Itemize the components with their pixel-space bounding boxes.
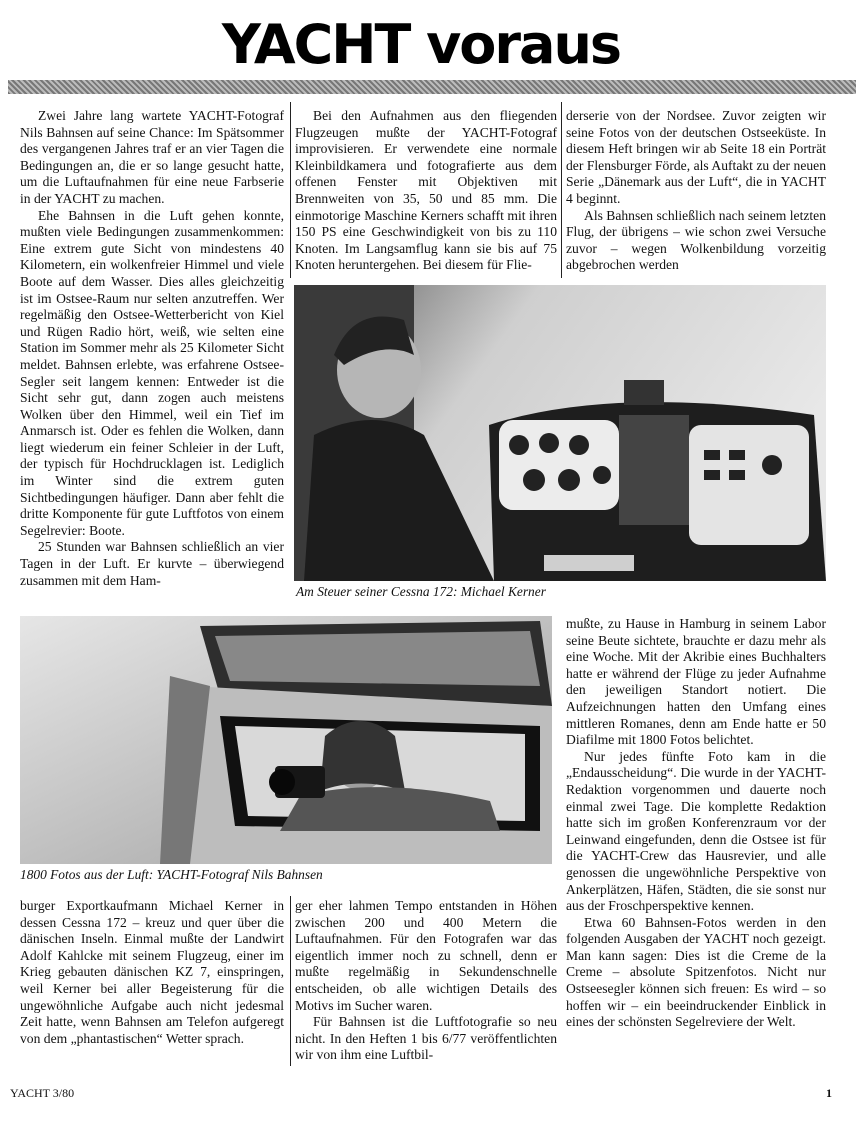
paragraph: Ehe Bahnsen in die Luft gehen konnte, mußten viele Bedingungen zusammenkommen: Eine extrem gute Sicht von mindestens 40 Kilometern, ein wolkenfreier Himmel und viele Boote auf dem Wasser. Dies alles gleichzeitig ist im Ostsee-Raum nur selten anzutreffen. Wer regelmäßig den Ostsee-Wetterbericht von Kiel und Rügen Radio hört, weiß, wie selten eine Station im Sommer mehr als 25 Kilometer Sicht meldet. Bahnsen erlebte, was erfahrene Ostsee-Segler seit langem kennen: Entweder ist die Sicht sehr gut, dann zogen auch meistens Wolken über den Himmel, weil ein Tief im Anmarsch ist. Oder es fehlen die Wolken, dann liegt wiederum ein feiner Schleier in der Luft, der typisch für Hochdrucklagen ist. Lediglich im Winter sind die extrem guten Sichtbedingungen häufiger. Dann aber fehlt die dritte Komponente für gute Luftfotos von einem Segelrevier: Boote. (20, 207, 284, 538)
cockpit-photo (294, 285, 826, 581)
paragraph: burger Exportkaufmann Michael Kerner in dessen Cessna 172 – kreuz und quer über die dänischen Inseln. Einmal mußte der Landwirt Adolf Kahlcke mit seinem Flugzeug, einer im Krieg gebauten dänischen KZ 7, einspringen, weil Kerner bei aller Begeisterung für die ungewöhnliche Aufgabe auch nicht jedesmal Zeit hatte, wenn Bahnsen am Telefon aufgeregt von dem „phantastischen“ Wetter sprach. (20, 898, 284, 1046)
paragraph: Bei den Aufnahmen aus den fliegenden Flugzeugen mußte der YACHT-Fotograf improvisieren. Er verwendete eine normale Kleinbildkamera und fotografierte aus dem offenen Fenster mit Objektiven mit Brennweiten von 35, 50 und 85 mm. Die einmotorige Maschine Kerners schafft mit ihren 150 PS eine Geschwindigkeit von bis zu 110 Knoten. Im Langsamflug kann sie bis auf 75 Knoten heruntergehen. Bei diesem für Flie- (295, 108, 557, 273)
page-number: 1 (826, 1086, 832, 1100)
column-divider (290, 102, 291, 278)
header-band (8, 80, 856, 94)
cockpit-photo-image (294, 285, 826, 581)
paragraph: ger eher lahmen Tempo entstanden in Höhen zwischen 200 und 400 Metern die Luftaufnahmen. Für den Fotografen war das eigentlich immer noch zu schnell, denn er mußte regelmäßig in Sekundenschnelle entscheiden, ob alle wichtigen Details des Motivs im Sucher waren. (295, 898, 557, 1013)
photographer-photo-caption: 1800 Fotos aus der Luft: YACHT-Fotograf Nils Bahnsen (20, 867, 323, 882)
paragraph: Für Bahnsen ist die Luftfotografie so neu nicht. In den Heften 1 bis 6/77 veröffentlichten wir von ihm eine Luftbil- (295, 1014, 557, 1063)
paragraph: Als Bahnsen schließlich nach seinem letzten Flug, der übrigens – wie schon zwei Versuche zuvor – wegen Wolkenbildung vorzeitig abgebrochen werden (566, 207, 826, 273)
column-3 (566, 108, 826, 274)
column-4 (566, 616, 826, 1031)
paragraph: derserie von der Nordsee. Zuvor zeigten wir seine Fotos von der deutschen Ostseeküste. In diesem Heft bringen wir ab Seite 18 ein Porträt der Flensburger Förde, als Auftakt zu der neuen Serie „Dänemark aus der Luft“, die in YACHT 4 beginnt. (566, 108, 826, 206)
column-5 (20, 898, 284, 1047)
photographer-photo (20, 616, 552, 864)
paragraph: Zwei Jahre lang wartete YACHT-Fotograf Nils Bahnsen auf seine Chance: Im Spätsommer des vergangenen Jahres traf er an vier Tagen die Bedingungen an, die er so lange gesucht hatte, um die Luftaufnahmen für eine neue Farbserie in der YACHT zu machen. (20, 108, 284, 206)
photographer-photo-image (20, 616, 552, 864)
paragraph: Nur jedes fünfte Foto kam in die „Endausscheidung“. Die wurde in der YACHT-Redaktion vorgenommen und dauerte noch einmal zwei Tage. Die komplette Redaktion hatte sich im großen Konferenzraum vor der Leinwand eingefunden, denn die Ostsee ist für die YACHT-Crew das Hausrevier, und alle genossen die ungewöhnliche Perspektive von Ankerplätzen, Häfen, Städten, die sie sonst nur aus der Froschperspektive kennen. (566, 748, 826, 914)
paragraph: mußte, zu Hause in Hamburg in seinem Labor seine Beute sichtete, brauchte er dazu mehr als eine Woche. Mit der Akribie eines Buchhalters hatte er während der Flüge zu jeder Aufnahme den jeweiligen Standort notiert. Die Aufzeichnungen hatten den Umfang eines mittleren Romanes, denn am Ende hatte er 50 Diafilme mit 1800 Fotos belichtet. (566, 616, 826, 748)
cockpit-photo-caption: Am Steuer seiner Cessna 172: Michael Kerner (296, 584, 546, 599)
column-6 (295, 898, 557, 1064)
column-divider (561, 102, 562, 278)
column-divider (290, 896, 291, 1066)
paragraph: Etwa 60 Bahnsen-Fotos werden in den folgenden Ausgaben der YACHT noch gezeigt. Man kann sagen: Dies ist die Creme de la Creme – absolute Spitzenfotos. Nicht nur Ostseesegler können sich freuen: Es wird – so hoffen wir – ein beeindruckender Einblick in eines der schönsten Segelreviere der Welt. (566, 914, 826, 1030)
paragraph: 25 Stunden war Bahnsen schließlich an vier Tagen in der Luft. Er kurvte – überwiegend zusammen mit dem Ham- (20, 539, 284, 588)
page-title: YACHT voraus (221, 13, 621, 76)
column-1 (20, 108, 284, 589)
column-2 (295, 108, 557, 274)
issue-label: YACHT 3/80 (10, 1086, 75, 1100)
